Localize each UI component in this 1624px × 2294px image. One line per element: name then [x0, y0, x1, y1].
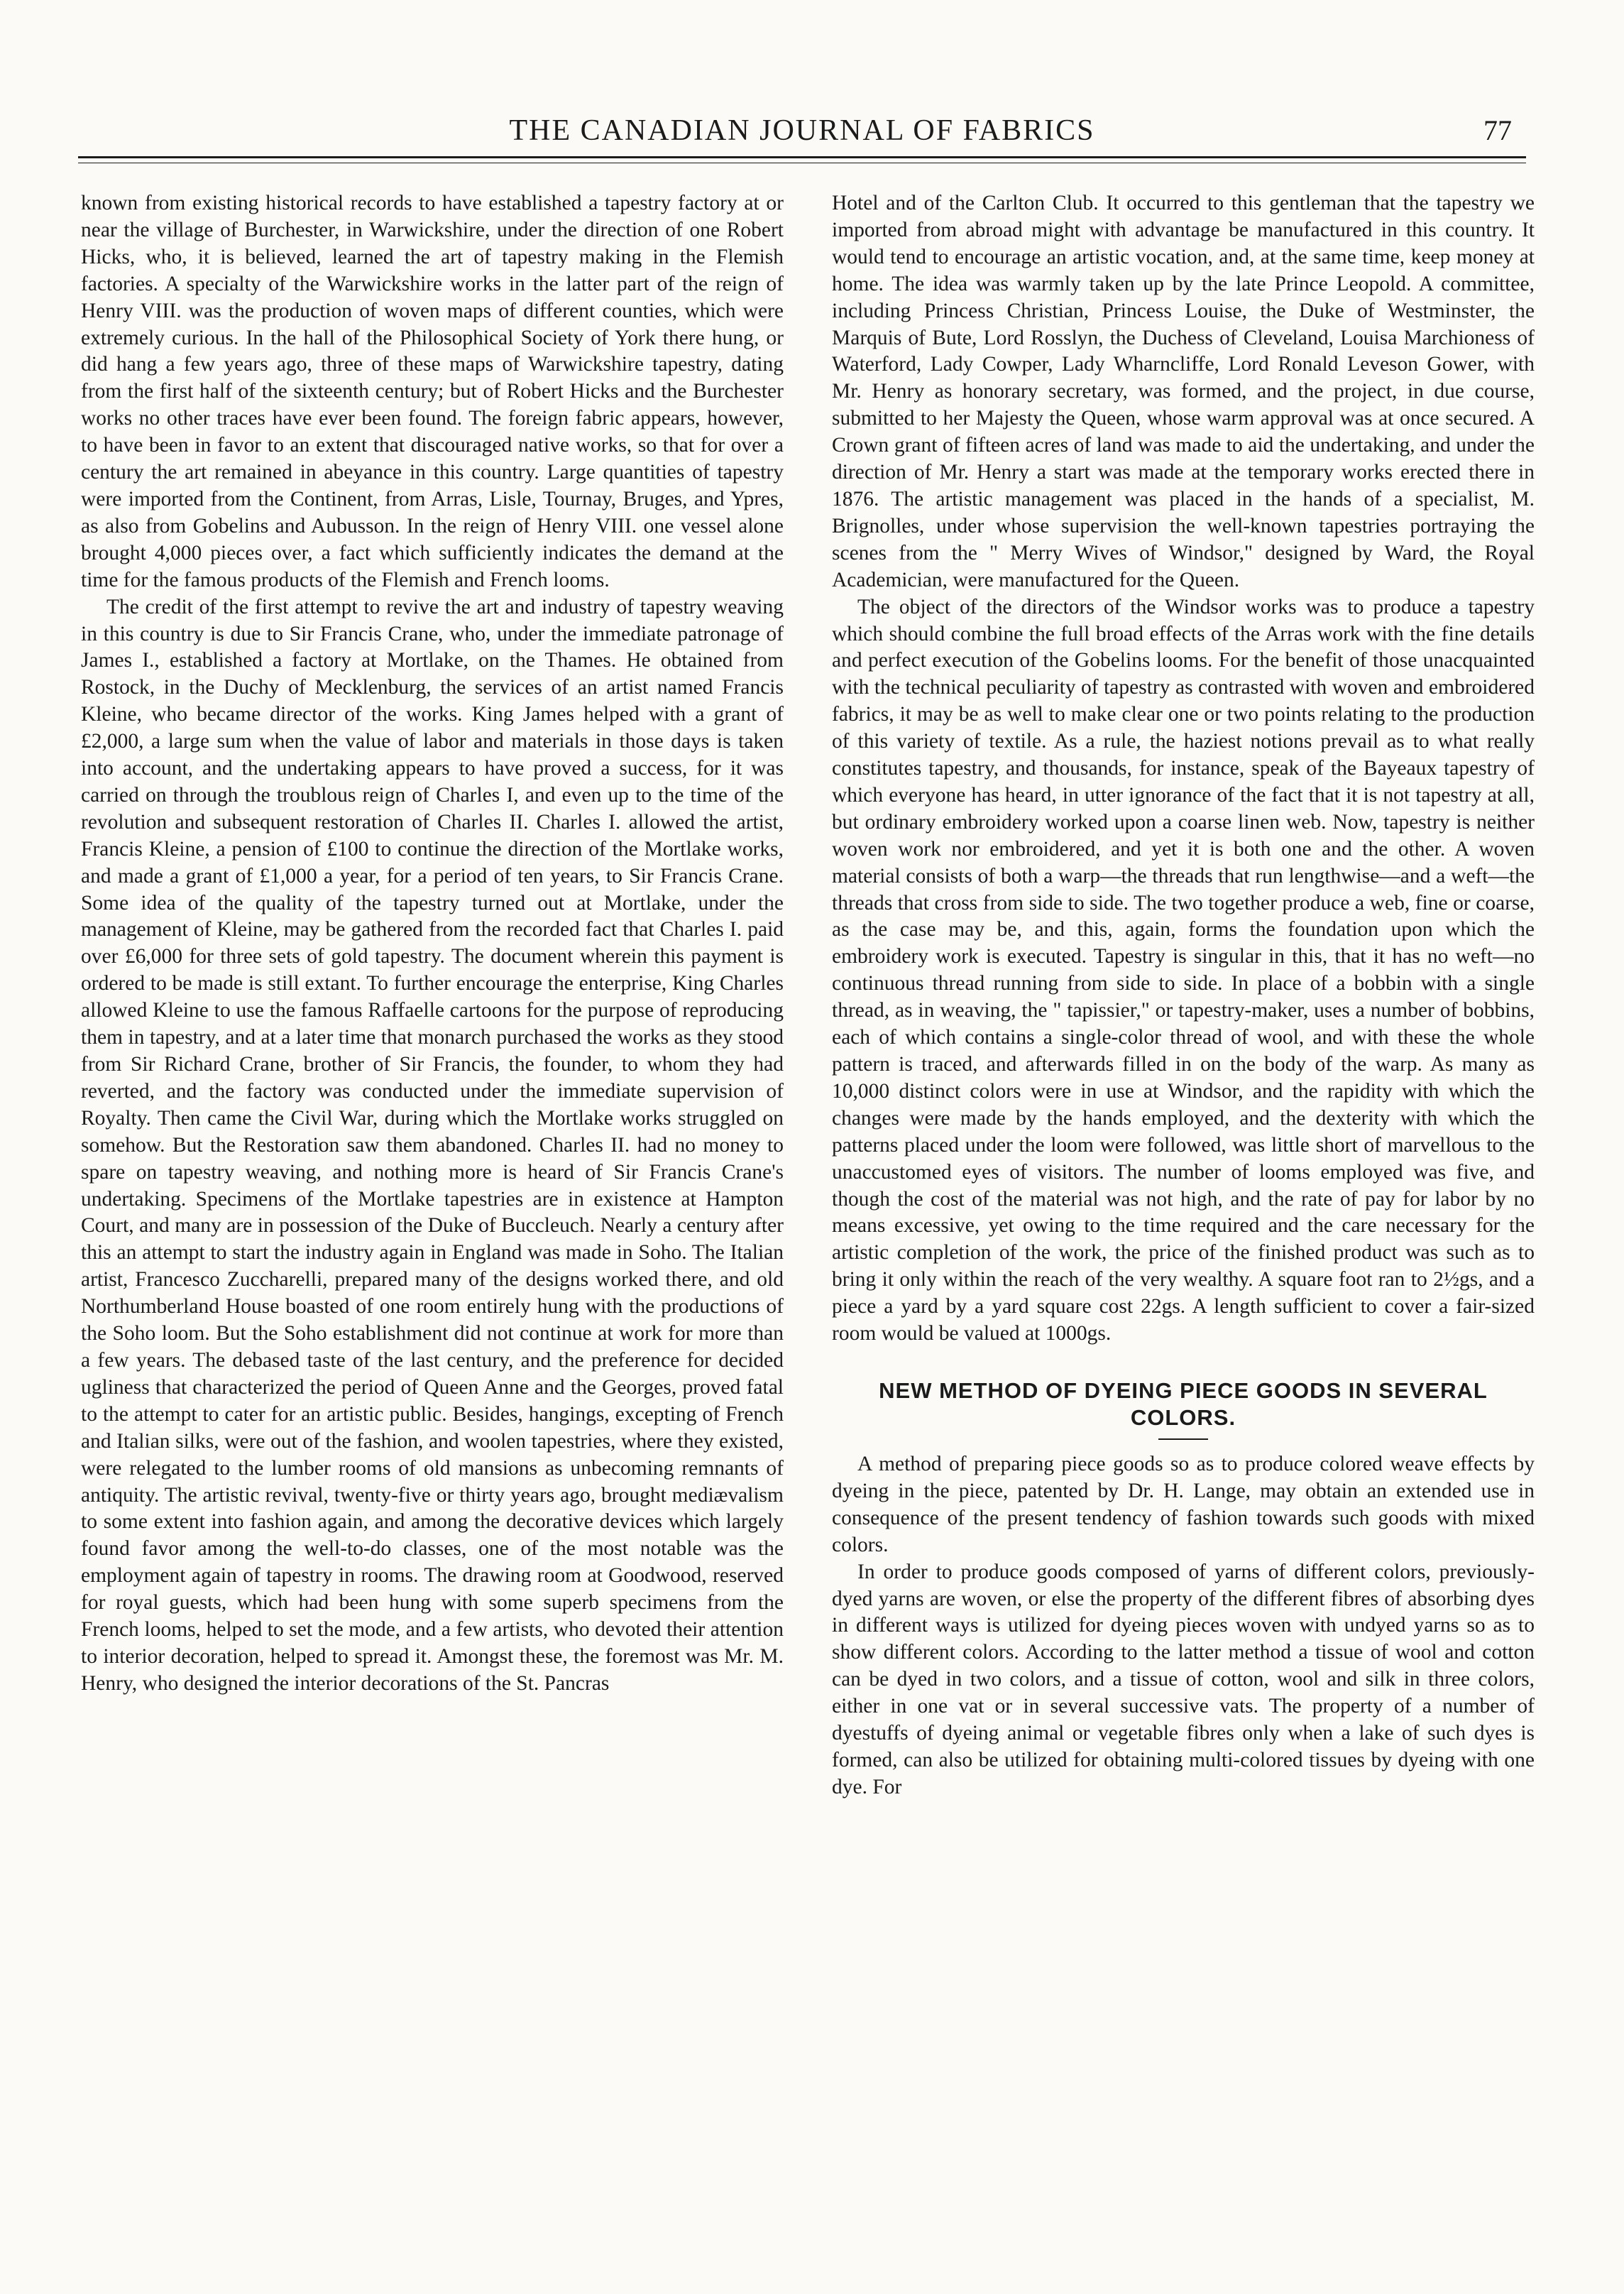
right-column — [832, 190, 1535, 2249]
paragraph: The object of the directors of the Windsor works was to produce a tapestry which should combine the full broad effects of the Arras work with the fine details and perfect execution of the Gobelins looms. For the benefit of those unacquainted with the technical peculiarity of tapestry as contrasted with woven and embroidered fabrics, it may be as well to make clear one or two points relating to the production of this variety of textile. As a rule, the haziest notions prevail as to what really constitutes tapestry, and thousands, for instance, speak of the Bayeaux tapestry of which everyone has heard, in utter ignorance of the fact that it is not tapestry at all, but ordinary embroidery worked upon a coarse linen web. Now, tapestry is neither woven work nor embroidered, and yet it is both one and the other. A woven material consists of both a warp—the threads that run lengthwise—and a weft—the threads that cross from side to side. The two together produce a web, fine or coarse, as the case may be, and this, again, forms the foundation upon which the embroidery work is executed. Tapestry is singular in this, that it has no weft—no continuous thread running from side to side. In place of a bobbin with a single thread, as in weaving, the " tapissier," or tapestry-maker, uses a number of bobbins, each of which contains a single-color thread of wool, and with these the whole pattern is traced, and afterwards filled in on the body of the warp. As many as 10,000 distinct colors were in use at Windsor, and the rapidity with which the changes were made by the hands employed, and the dexterity with which the patterns placed under the loom were followed, was little short of marvellous to the unaccustomed eyes of visitors. The number of looms employed was five, and though the cost of the material was not high, and the rate of pay for labor by no means excessive, yet owing to the time required and the care necessary for the artistic completion of the work, the price of the finished product was such as to bring it only within the reach of the very wealthy. A square foot ran to 2½gs, and a piece a yard by a yard square cost 22gs. A length sufficient to cover a fair-sized room would be valued at 1000gs. — [832, 595, 1535, 1345]
paragraph: Hotel and of the Carlton Club. It occurred to this gentleman that the tapestry we imported from abroad might with advantage be manufactured in this country. It would tend to encourage an artistic vocation, and, at the same time, keep money at home. The idea was warmly taken up by the late Prince Leopold. A committee, including Princess Christian, Princess Louise, the Duke of Westminster, the Marquis of Bute, Lord Rosslyn, the Duchess of Cleveland, Louisa Marchioness of Waterford, Lady Cowper, Lady Wharncliffe, Lord Ronald Leveson Gower, with Mr. Henry as honorary secretary, was formed, and the project, in due course, submitted to her Majesty the Queen, whose warm approval was at once secured. A Crown grant of fifteen acres of land was made to aid the undertaking, and under the direction of Mr. Henry a start was made at the temporary works erected there in 1876. The artistic management was placed in the hands of a specialist, M. Brignolles, under whose supervision the well-known tapestries portraying the scenes from the " Merry Wives of Windsor," designed by Ward, the Royal Academician, were manufactured for the Queen. — [832, 192, 1535, 591]
heading-rule — [1158, 1438, 1208, 1440]
paragraph: In order to produce goods composed of yarns of different colors, previously-dyed yarns are woven, or else the property of the different fibres of absorbing dyes in different ways is utilized for dyeing pieces woven with undyed yarns so as to show different colors. According to the latter method a tissue of wool and cotton can be dyed in two colors, and a tissue of cotton, wool and silk in three colors, either in one vat or in several successive vats. The property of a number of dyestuffs of dyeing animal or vegetable fibres only when a lake of such dyes is formed, can also be utilized for obtaining multi-colored tissues by dyeing with one dye. For — [832, 1560, 1535, 1798]
page-header — [78, 114, 1526, 156]
section-heading: NEW METHOD OF DYEING PIECE GOODS IN SEVERAL COLORS. — [879, 1377, 1488, 1430]
paragraph: known from existing historical records to have established a tapestry factory at or near the village of Burchester, in Warwickshire, under the direction of one Robert Hicks, who, it is believed, learned the art of tapestry making in the Flemish factories. A specialty of the Warwickshire works in the latter part of the reign of Henry VIII. was the production of woven maps of different counties, which were extremely curious. In the hall of the Philosophical Society of York there hung, or did hang a few years ago, three of these maps of Warwickshire tapestry, dating from the first half of the sixteenth century; but of Robert Hicks and the Burchester works no other traces have ever been found. The foreign fabric appears, however, to have been in favor to an extent that discouraged native works, so that for over a century the art remained in abeyance in this country. Large quantities of tapestry were imported from the Continent, from Arras, Lisle, Tournay, Bruges, and Ypres, as also from Gobelins and Aubusson. In the reign of Henry VIII. one vessel alone brought 4,000 pieces over, a fact which sufficiently indicates the demand at the time for the famous products of the Flemish and French looms. — [81, 192, 784, 591]
page-number: 77 — [1483, 114, 1512, 146]
journal-title: THE CANADIAN JOURNAL OF FABRICS — [509, 114, 1095, 147]
header-rule-thick — [78, 156, 1526, 158]
paragraph: A method of preparing piece goods so as to produce colored weave effects by dyeing in the piece, patented by Dr. H. Lange, may obtain an extended use in consequence of the present tendency of fashion towards such goods with mixed colors. — [832, 1452, 1535, 1556]
left-column — [81, 190, 784, 2249]
paragraph: The credit of the first attempt to revive the art and industry of tapestry weaving in this country is due to Sir Francis Crane, who, under the immediate patronage of James I., established a factory at Mortlake, on the Thames. He obtained from Rostock, in the Duchy of Mecklenburg, the services of an artist named Francis Kleine, who became director of the works. King James helped with a grant of £2,000, a large sum when the value of labor and materials in those days is taken into account, and the undertaking appears to have proved a success, for it was carried on through the troublous reign of Charles I, and even up to the time of the revolution and subsequent restoration of Charles II. Charles I. allowed the artist, Francis Kleine, a pension of £100 to continue the direction of the Mortlake works, and made a grant of £1,000 a year, for a period of ten years, to Sir Francis Crane. Some idea of the quality of the tapestry turned out at Mortlake, under the management of Kleine, may be gathered from the recorded fact that Charles I. paid over £6,000 for three sets of gold tapestry. The document wherein this payment is ordered to be made is still extant. To further encourage the enterprise, King Charles allowed Kleine to use the famous Raffaelle cartoons for the purpose of reproducing them in tapestry, and at a later time that monarch purchased the works as they stood from Sir Richard Crane, brother of Sir Francis, the founder, to whom they had reverted, and the factory was conducted under the immediate supervision of Royalty. Then came the Civil War, during which the Mortlake works struggled on somehow. But the Restoration saw them abandoned. Charles II. had no money to spare on tapestry weaving, and nothing more is heard of Sir Francis Crane's undertaking. Specimens of the Mortlake tapestries are in existence at Hampton Court, and many are in possession of the Duke of Buccleuch. Nearly a century after this an attempt to start the industry again in England was made in Soho. The Italian artist, Francesco Zuccharelli, prepared many of the designs worked there, and old Northumberland House boasted of one room entirely hung with the productions of the Soho loom. But the Soho establishment did not continue at work for more than a few years. The debased taste of the last century, and the preference for decided ugliness that characterized the period of Queen Anne and the Georges, proved fatal to the attempt to cater for an artistic public. Besides, hangings, excepting of French and Italian silks, were out of the fashion, and woolen tapestries, where they existed, were relegated to the lumber rooms of old mansions as unbecoming remnants of antiquity. The artistic revival, twenty-five or thirty years ago, brought mediævalism to some extent into fashion again, and among the decorative devices which largely found favor among the well-to-do classes, one of the most notable was the employment again of tapestry in rooms. The drawing room at Goodwood, reserved for royal guests, which had been hung with some superb specimens from the French looms, helped to set the mode, and a few artists, who devoted their attention to interior decoration, helped to spread it. Amongst these, the foremost was Mr. M. Henry, who designed the interior decorations of the St. Pancras — [81, 595, 784, 1695]
